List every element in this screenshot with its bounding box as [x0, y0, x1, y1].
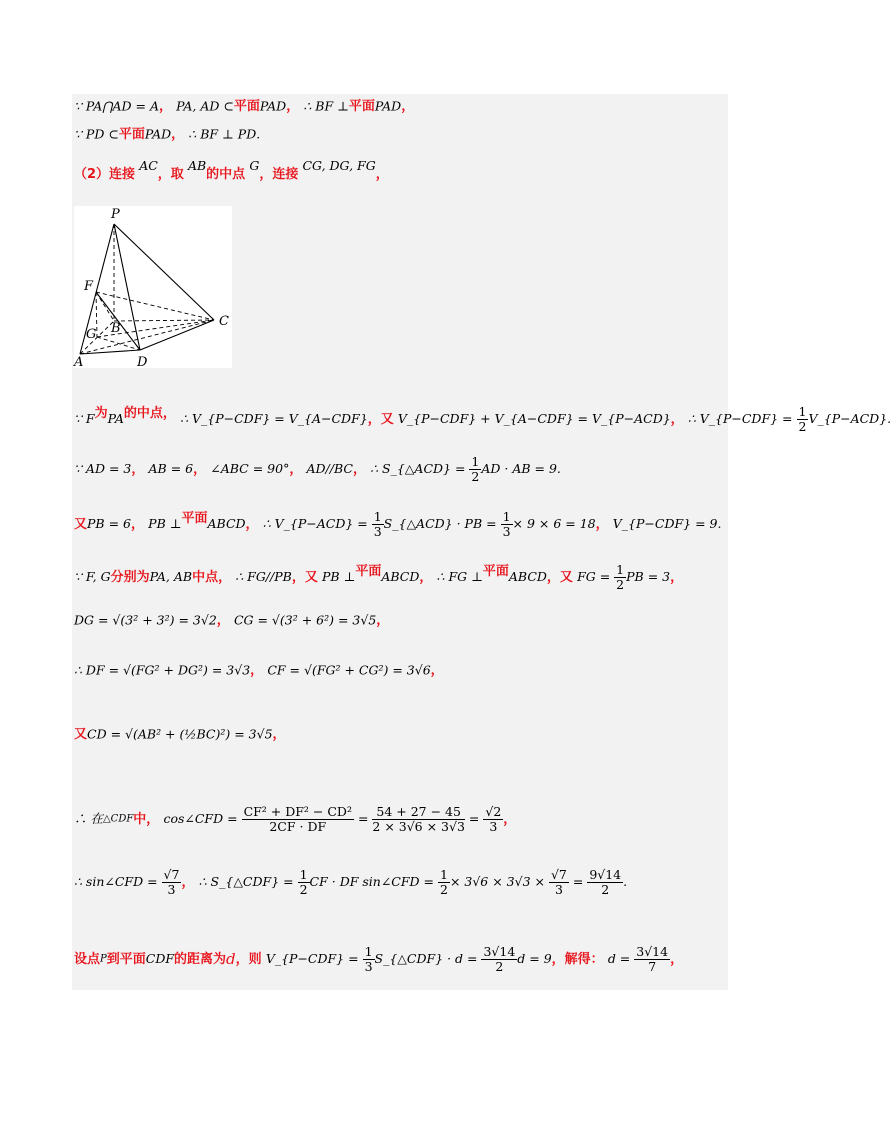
fraction: $\frac{3√14}{2}$ — [483, 944, 516, 974]
line-8: DG = √(3² + 3²) = 3√2， CG = √(3² + 6²) = 3√5， — [74, 612, 390, 628]
label-C: C — [219, 314, 229, 329]
fraction: $\frac{\text{CF² + DF² − CD²}}{2CF \cdot DF}$ — [243, 804, 352, 834]
fraction: $\frac{√7}{3}$ — [550, 867, 567, 897]
fraction: $\frac{1}{2}$ — [798, 404, 807, 434]
fraction: $\frac{1}{3}$ — [364, 944, 373, 974]
fraction: $\frac{1}{3}$ — [502, 509, 511, 539]
pyramid-figure — [74, 206, 232, 368]
line-4: ∵ F为PA的中点， ∴ V_{P−CDF} = V_{A−CDF}，又 V_{P−CDF} + V_{A−CDF} = V_{P−ACD}， ∴ V_{P−CDF} = $\frac{1}{2}$ V_{P−ACD}. — [74, 404, 891, 434]
label-F: F — [84, 279, 94, 294]
fraction: $\frac{1}{2}$ — [616, 562, 625, 592]
line-7: ∵ F, G分别为PA, AB中点， ∴ FG//PB，又 PB ⊥平面ABCD， ∴ FG ⊥平面ABCD，又 FG = $\frac{1}{2}$ PB = 3， — [74, 562, 684, 592]
pyramid-diagram — [74, 206, 232, 368]
line-2: ∵ PD ⊂平面PAD， ∴ BF ⊥ PD. — [74, 126, 261, 142]
math-text: ∵ PA⋂AD = A — [74, 98, 159, 114]
fraction: $\frac{√7}{3}$ — [163, 867, 180, 897]
line-5: ∵ AD = 3， AB = 6， ∠ABC = 90°， AD//BC， ∴ S_{△ACD} = $\frac{1}{2}$ AD · AB = 9. — [74, 454, 561, 484]
fraction: $\frac{9√14}{2}$ — [589, 867, 622, 897]
label-G: G — [86, 327, 97, 342]
label-D: D — [137, 355, 148, 370]
fraction: $\frac{1}{2}$ — [299, 867, 308, 897]
line-1: ∵ PA⋂AD = A， PA, AD ⊂平面PAD， ∴ BF ⊥平面PAD， — [74, 98, 415, 114]
line-12: ∴ sin∠CFD = $\frac{√7}{3}$ ， ∴ S_{△CDF} = $\frac{1}{2}$ CF · DF sin∠CFD = $\frac{1}{2}$ × 3√6 × 3√3 × $\frac{√7}{3}$ = $\frac{9√14}{2}$ . — [74, 867, 628, 897]
fraction: $\frac{3√14}{7}$ — [636, 944, 669, 974]
line-10: 又CD = √(AB² + (½BC)²) = 3√5， — [74, 726, 286, 742]
line-3: （2）连接 AC，取 AB的中点 G，连接 CG, DG, FG， — [74, 158, 389, 182]
fraction: $\frac{1}{2}$ — [471, 454, 480, 484]
label-A: A — [74, 355, 84, 370]
line-6: 又PB = 6， PB ⊥平面ABCD， ∴ V_{P−ACD} = $\frac{1}{3}$ S_{△ACD} · PB = $\frac{1}{3}$ × 9 × 6 = 18， V_{P−CDF} = 9. — [74, 509, 722, 539]
label-B: B — [111, 321, 121, 336]
fraction: $\frac{√2}{3}$ — [485, 804, 502, 834]
fraction: $\frac{1}{3}$ — [373, 509, 382, 539]
line-11: ∴ 在△CDF中， cos∠CFD = $\frac{\text{CF² + DF² − CD²}}{2CF \cdot DF}$ = $\frac{54 + 27 - 45}{2 \times 3√6 \times 3√3}$ = $\frac{√2}{3}$ ， — [74, 804, 517, 834]
fraction: $\frac{54 + 27 - 45}{2 \times 3√6 \times 3√3}$ — [372, 804, 465, 834]
fraction: $\frac{1}{2}$ — [439, 867, 448, 897]
line-9: ∴ DF = √(FG² + DG²) = 3√3， CF = √(FG² + CG²) = 3√6， — [74, 662, 444, 678]
label-P: P — [111, 207, 120, 222]
line-13: 设点P到平面CDF的距离为d，则 V_{P−CDF} = $\frac{1}{3}$ S_{△CDF} · d = $\frac{3√14}{2}$ d = 9，解得： d = $\frac{3√14}{7}$ ， — [74, 944, 684, 974]
